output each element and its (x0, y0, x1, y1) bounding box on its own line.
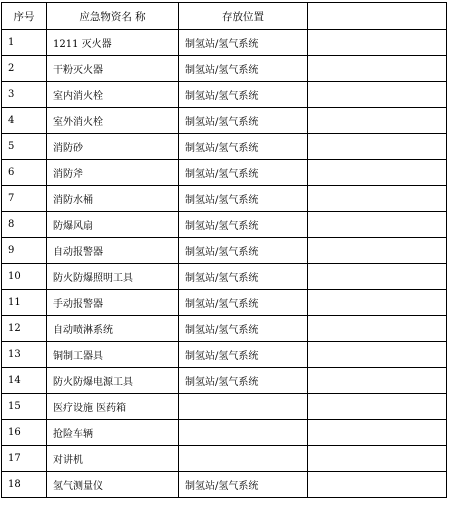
row-storage-location: 制氢站/氢气系统 (179, 108, 308, 134)
table-row (2, 108, 447, 134)
row-storage-location (179, 446, 308, 472)
header-blank (308, 3, 447, 30)
row-serial-number: 5 (2, 134, 47, 160)
row-blank-cell (308, 134, 447, 160)
row-serial-number: 6 (2, 160, 47, 186)
row-storage-location: 制氢站/氢气系统 (179, 342, 308, 368)
row-blank-cell (308, 446, 447, 472)
row-blank-cell (308, 342, 447, 368)
row-serial-number: 2 (2, 56, 47, 82)
row-blank-cell (308, 186, 447, 212)
row-blank-cell (308, 238, 447, 264)
row-supply-name: 抢险车辆 (47, 420, 179, 446)
row-supply-name: 室外消火栓 (47, 108, 179, 134)
table-row (2, 30, 447, 56)
row-supply-name: 防火防爆电源工具 (47, 368, 179, 394)
emergency-supplies-table (1, 2, 447, 498)
row-supply-name: 手动报警器 (47, 290, 179, 316)
row-blank-cell (308, 30, 447, 56)
row-blank-cell (308, 290, 447, 316)
row-supply-name: 自动喷淋系统 (47, 316, 179, 342)
row-storage-location: 制氢站/氢气系统 (179, 472, 308, 498)
row-supply-name: 干粉灭火器 (47, 56, 179, 82)
table-row (2, 316, 447, 342)
row-blank-cell (308, 108, 447, 134)
row-supply-name: 铜制工器具 (47, 342, 179, 368)
row-storage-location: 制氢站/氢气系统 (179, 30, 308, 56)
row-supply-name: 医疗设施 医药箱 (47, 394, 179, 420)
row-blank-cell (308, 394, 447, 420)
table-row (2, 134, 447, 160)
row-storage-location: 制氢站/氢气系统 (179, 212, 308, 238)
row-serial-number: 18 (2, 472, 47, 498)
row-storage-location (179, 394, 308, 420)
row-serial-number: 16 (2, 420, 47, 446)
row-supply-name: 消防水桶 (47, 186, 179, 212)
table-row (2, 82, 447, 108)
row-serial-number: 14 (2, 368, 47, 394)
header-serial-number: 序号 (2, 3, 47, 30)
row-blank-cell (308, 82, 447, 108)
table-row (2, 342, 447, 368)
row-serial-number: 15 (2, 394, 47, 420)
row-blank-cell (308, 160, 447, 186)
row-blank-cell (308, 212, 447, 238)
row-serial-number: 1 (2, 30, 47, 56)
row-supply-name: 1211 灭火器 (47, 30, 179, 56)
row-storage-location: 制氢站/氢气系统 (179, 56, 308, 82)
table-row (2, 212, 447, 238)
table-row (2, 56, 447, 82)
table-header-row (2, 3, 447, 30)
row-serial-number: 11 (2, 290, 47, 316)
table-row (2, 394, 447, 420)
row-blank-cell (308, 56, 447, 82)
row-supply-name: 氢气测量仪 (47, 472, 179, 498)
header-storage-location: 存放位置 (179, 3, 308, 30)
row-serial-number: 17 (2, 446, 47, 472)
row-storage-location (179, 420, 308, 446)
row-storage-location: 制氢站/氢气系统 (179, 160, 308, 186)
row-supply-name: 对讲机 (47, 446, 179, 472)
row-serial-number: 9 (2, 238, 47, 264)
row-supply-name: 防爆风扇 (47, 212, 179, 238)
table-row (2, 160, 447, 186)
row-blank-cell (308, 264, 447, 290)
table-row (2, 446, 447, 472)
row-serial-number: 7 (2, 186, 47, 212)
row-supply-name: 防火防爆照明工具 (47, 264, 179, 290)
row-serial-number: 3 (2, 82, 47, 108)
header-supply-name: 应急物资名 称 (47, 3, 179, 30)
row-storage-location: 制氢站/氢气系统 (179, 82, 308, 108)
table-row (2, 238, 447, 264)
table-row (2, 368, 447, 394)
row-serial-number: 10 (2, 264, 47, 290)
table-row (2, 472, 447, 498)
row-storage-location: 制氢站/氢气系统 (179, 264, 308, 290)
row-supply-name: 消防砂 (47, 134, 179, 160)
row-blank-cell (308, 472, 447, 498)
row-supply-name: 消防斧 (47, 160, 179, 186)
table-row (2, 186, 447, 212)
row-serial-number: 12 (2, 316, 47, 342)
table-row (2, 420, 447, 446)
row-storage-location: 制氢站/氢气系统 (179, 238, 308, 264)
row-blank-cell (308, 316, 447, 342)
table-row (2, 264, 447, 290)
table-body (2, 30, 447, 498)
row-serial-number: 4 (2, 108, 47, 134)
row-storage-location: 制氢站/氢气系统 (179, 290, 308, 316)
row-blank-cell (308, 420, 447, 446)
row-storage-location: 制氢站/氢气系统 (179, 134, 308, 160)
row-blank-cell (308, 368, 447, 394)
row-storage-location: 制氢站/氢气系统 (179, 186, 308, 212)
row-supply-name: 室内消火栓 (47, 82, 179, 108)
row-supply-name: 自动报警器 (47, 238, 179, 264)
table-row (2, 290, 447, 316)
row-serial-number: 13 (2, 342, 47, 368)
row-storage-location: 制氢站/氢气系统 (179, 316, 308, 342)
row-storage-location: 制氢站/氢气系统 (179, 368, 308, 394)
row-serial-number: 8 (2, 212, 47, 238)
